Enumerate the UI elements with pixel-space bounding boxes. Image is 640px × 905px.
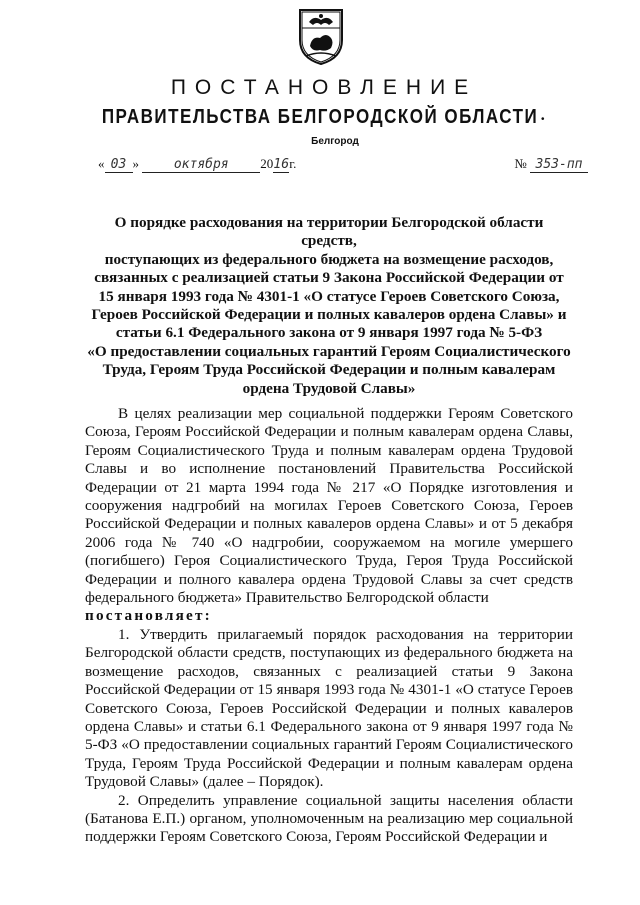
- issuing-authority-heading: ПРАВИТЕЛЬСТВА БЕЛГОРОДСКОЙ ОБЛАСТИ: [101, 105, 539, 128]
- coat-of-arms-icon: [296, 6, 346, 66]
- city-label: Белгород: [311, 136, 359, 147]
- title-line: связанных с реализацией статьи 9 Закона Российской Федерации от: [94, 269, 564, 287]
- margin-mark: •: [541, 114, 545, 125]
- item-2-paragraph: 2. Определить управление социальной защиты населения области (Батанова Е.П.) органом, уполномоченным на реализацию мер социальной поддержки Героям Советского Союза, Героям Российской Федерации и: [85, 791, 573, 846]
- date-year: 16: [273, 157, 290, 172]
- preamble-paragraph: В целях реализации мер социальной поддержки Героям Советского Союза, Героям Российской Федерации и полным кавалерам ордена Славы, Героям Социалистического Труда и полным кавалерам ордена Трудовой Славы и во исполнение постановлений Правительства Российской Федерации от 21 марта 1994 года № 217 «О Порядке изготовления и сооружения надгробий на могилах Героев Советского Союза, Героев Российской Федерации и полных кавалеров ордена Славы» и от 5 декабря 2006 года № 740 «О надгробии, сооружаемом на могиле умершего (погибшего) Героя Социалистического Труда, Героя Труда Российской Федерации и полного кавалера ордена Трудовой Славы за счет средств федерального бюджета» Правительство Белгородской области: [85, 405, 573, 607]
- date-and-number-line: [98, 156, 588, 176]
- title-line: поступающих из федерального бюджета на возмещение расходов,: [104, 250, 554, 268]
- document-body: [85, 405, 573, 847]
- document-number: № 353-пп: [514, 156, 588, 173]
- item-1-paragraph: 1. Утвердить прилагаемый порядок расходования на территории Белгородской области средств, поступающих из федерального бюджета на возмещение расходов, связанных с реализацией статьи 9 Закона Российской Федерации от 15 января 1993 года № 4301-1 «О статусе Героев Советского Союза, Героев Российской Федерации и полных кавалеров ордена Славы» и статьи 6.1 Федерального закона от 9 января 1997 года № 5-ФЗ «О предоставлении социальных гарантий Героям Социалистического Труда, Героям Труда Российской Федерации и полным кавалерам ордена Трудовой Славы» (далее – Порядок).: [85, 625, 573, 791]
- title-line: О порядке расходования на территории Белгородской области средств,: [114, 214, 544, 250]
- title-line: ордена Трудовой Славы»: [242, 379, 416, 397]
- document-type-heading: ПОСТАНОВЛЕНИЕ: [170, 76, 478, 99]
- date-month: октября: [142, 158, 260, 173]
- title-line: Труда, Героям Труда Российской Федерации и полным кавалерам: [102, 361, 556, 379]
- document-date: « 03 » октября 2016г.: [98, 156, 297, 172]
- document-number-value: 353-пп: [530, 158, 588, 173]
- title-line: статьи 6.1 Федерального закона от 9 января 1997 года № 5-ФЗ: [115, 324, 543, 342]
- document-title: [86, 214, 572, 398]
- title-line: Героев Российской Федерации и полных кавалеров ордена Славы» и: [91, 306, 567, 324]
- title-line: 15 января 1993 года № 4301-1 «О статусе Героев Советского Союза,: [98, 287, 560, 305]
- resolves-keyword: постановляет:: [85, 607, 212, 625]
- date-day: 03: [105, 158, 133, 173]
- title-line: «О предоставлении социальных гарантий Героям Социалистического: [87, 342, 571, 360]
